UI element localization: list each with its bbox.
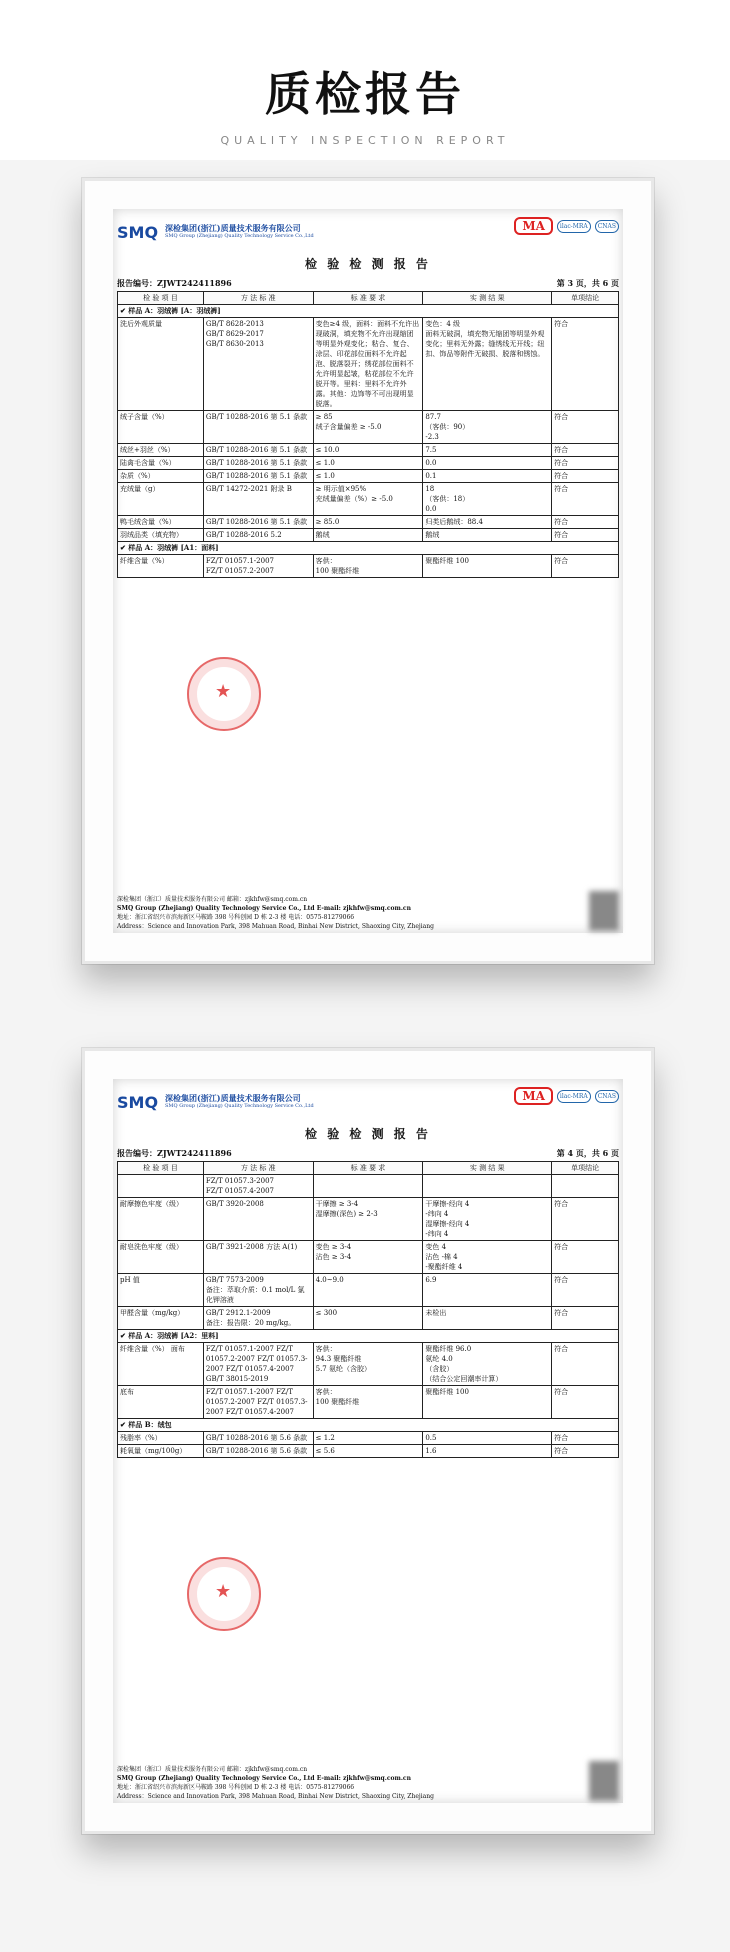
table-cell: ≤ 10.0 bbox=[313, 444, 423, 457]
table-cell: 0.0 bbox=[423, 457, 552, 470]
report-meta bbox=[117, 278, 619, 289]
table-cell: 7.5 bbox=[423, 444, 552, 457]
report-page-2 bbox=[117, 1087, 619, 1801]
table-cell: 甲醛含量（mg/kg） bbox=[118, 1307, 204, 1330]
table-cell: 6.9 bbox=[423, 1274, 552, 1307]
table-cell: 耐摩擦色牢度（级） bbox=[118, 1198, 204, 1241]
table-cell: 符合 bbox=[552, 457, 619, 470]
table-cell: 纤维含量（%） 面布 bbox=[118, 1343, 204, 1386]
table-cell: 0.5 bbox=[423, 1432, 552, 1445]
table-cell: GB/T 10288-2016 第 5.1 条款 bbox=[203, 411, 313, 444]
cnas-logo: CNAS bbox=[595, 1090, 619, 1103]
table-row bbox=[118, 1386, 619, 1419]
table-cell: ≤ 1.2 bbox=[313, 1432, 423, 1445]
table-row bbox=[118, 1432, 619, 1445]
table-cell: 干摩擦 ≥ 3-4 湿摩擦(深色) ≥ 2-3 bbox=[313, 1198, 423, 1241]
page-counter: 第 4 页，共 6 页 bbox=[556, 1148, 619, 1158]
table-cell: 干摩擦-经向 4 -纬向 4 湿摩擦-经向 4 -纬向 4 bbox=[423, 1198, 552, 1241]
table-cell: FZ/T 01057.1-2007 FZ/T 01057.2-2007 FZ/T 01057.3-2007 FZ/T 01057.4-2007 bbox=[203, 1386, 313, 1419]
table-cell: 87.7 （客供：90） -2.3 bbox=[423, 411, 552, 444]
table-cell: 符合 bbox=[552, 470, 619, 483]
table-cell: 陆禽毛含量（%） bbox=[118, 457, 204, 470]
table-cell: 符合 bbox=[552, 1198, 619, 1241]
cma-logo: MA bbox=[514, 1087, 553, 1105]
table-cell: 残脂率（%） bbox=[118, 1432, 204, 1445]
table-cell: FZ/T 01057.1-2007 FZ/T 01057.2-2007 bbox=[203, 555, 313, 578]
table-cell: 充绒量（g） bbox=[118, 483, 204, 516]
table-row bbox=[118, 457, 619, 470]
company-name-cn: 深检集团(浙江)质量技术服务有限公司 bbox=[165, 1093, 301, 1103]
table-cell: 聚酯纤维 100 bbox=[423, 555, 552, 578]
table-cell: ≤ 300 bbox=[313, 1307, 423, 1330]
table-row bbox=[118, 1241, 619, 1274]
table-row bbox=[118, 1445, 619, 1458]
table-cell: 符合 bbox=[552, 1343, 619, 1386]
table-row bbox=[118, 1274, 619, 1307]
company-name-en: SMQ Group (Zhejiang) Quality Technology Service Co.,Ltd bbox=[165, 233, 314, 239]
column-header: 检 验 项 目 bbox=[118, 292, 204, 305]
section-title: ✔ 样品 A：羽绒裤 [A：羽绒裤] bbox=[118, 305, 619, 318]
table-row bbox=[118, 516, 619, 529]
table-cell: GB/T 7573-2009 备注：萃取介质：0.1 mol/L 氯化钾溶液 bbox=[203, 1274, 313, 1307]
table-cell: GB/T 3921-2008 方法 A(1) bbox=[203, 1241, 313, 1274]
table-cell: GB/T 10288-2016 5.2 bbox=[203, 529, 313, 542]
table-cell: ≥ 85.0 bbox=[313, 516, 423, 529]
column-header: 单项结论 bbox=[552, 1162, 619, 1175]
blurred-qr-code bbox=[589, 1761, 619, 1801]
column-header: 标 准 要 求 bbox=[313, 1162, 423, 1175]
table-cell: 羽绒品类（填充物） bbox=[118, 529, 204, 542]
table-cell: 符合 bbox=[552, 411, 619, 444]
table-cell: 符合 bbox=[552, 444, 619, 457]
company-name-cn: 深检集团(浙江)质量技术服务有限公司 bbox=[165, 223, 301, 233]
table-cell: ≤ 5.6 bbox=[313, 1445, 423, 1458]
table-cell: 绒子含量（%） bbox=[118, 411, 204, 444]
table-cell: 符合 bbox=[552, 1445, 619, 1458]
table-cell: 未检出 bbox=[423, 1307, 552, 1330]
column-header: 标 准 要 求 bbox=[313, 292, 423, 305]
table-cell: 耗氧量（mg/100g） bbox=[118, 1445, 204, 1458]
report-footer bbox=[117, 895, 619, 931]
report-footer bbox=[117, 1765, 619, 1801]
table-cell: 符合 bbox=[552, 318, 619, 411]
table-cell: pH 值 bbox=[118, 1274, 204, 1307]
cert-logos bbox=[514, 1087, 619, 1105]
table-cell: 符合 bbox=[552, 529, 619, 542]
table-cell: 变色 4 沾色 -棉 4 -聚酯纤维 4 bbox=[423, 1241, 552, 1274]
table-row bbox=[118, 555, 619, 578]
report-page-1 bbox=[117, 217, 619, 931]
official-seal bbox=[187, 1557, 261, 1631]
table-cell: GB/T 10288-2016 第 5.6 条款 bbox=[203, 1432, 313, 1445]
table-cell: GB/T 10288-2016 第 5.1 条款 bbox=[203, 516, 313, 529]
table-row bbox=[118, 1198, 619, 1241]
table-cell: 纤维含量（%） bbox=[118, 555, 204, 578]
report-frame-2 bbox=[82, 1048, 654, 1834]
table-cell bbox=[118, 1175, 204, 1198]
table-cell: 符合 bbox=[552, 555, 619, 578]
table-cell: 变色≥4 级，面料：面料不允许出现破洞，填充物不允许出现缩团等明显外观变化；粘合、复合、涂层、印花部位面料不允许起泡、脱落裂开；绣花部位面料不允许明显起皱，粘花部位不允许脱开等。里料：里料不允许外露。其他：边饰等不可出现明显脱落。 bbox=[313, 318, 423, 411]
page-title: 质检报告 bbox=[265, 67, 465, 121]
report-meta bbox=[117, 1148, 619, 1159]
column-header: 实 测 结 果 bbox=[423, 1162, 552, 1175]
section-row bbox=[118, 1330, 619, 1343]
table-cell: 0.1 bbox=[423, 470, 552, 483]
page-subtitle: QUALITY INSPECTION REPORT bbox=[220, 134, 510, 147]
report-frame-1 bbox=[82, 178, 654, 964]
table-row bbox=[118, 483, 619, 516]
column-header: 单项结论 bbox=[552, 292, 619, 305]
section-row bbox=[118, 1419, 619, 1432]
logo-row bbox=[117, 1087, 619, 1121]
column-header: 方 法 标 准 bbox=[203, 292, 313, 305]
report-number: 报告编号：ZJWT242411896 bbox=[117, 278, 232, 288]
table-cell: 符合 bbox=[552, 1241, 619, 1274]
section-row bbox=[118, 305, 619, 318]
footer-line: Address：Science and Innovation Park, 398 Mahuan Road, Binhai New District, Shaoxing City, Zhejiang bbox=[117, 1793, 434, 1800]
table-header-row bbox=[118, 1162, 619, 1175]
inspection-table bbox=[117, 291, 619, 578]
table-row bbox=[118, 529, 619, 542]
table-cell: 符合 bbox=[552, 1307, 619, 1330]
table-cell: GB/T 10288-2016 第 5.1 条款 bbox=[203, 457, 313, 470]
table-cell: ≤ 1.0 bbox=[313, 457, 423, 470]
blurred-qr-code bbox=[589, 891, 619, 931]
table-cell: ≥ 明示值×95% 充绒量偏差（%）≥ -5.0 bbox=[313, 483, 423, 516]
table-cell: 底布 bbox=[118, 1386, 204, 1419]
footer-line: SMQ Group (Zhejiang) Quality Technology Service Co., Ltd E-mail: zjkhfw@smq.com.cn bbox=[117, 1775, 411, 1782]
table-row bbox=[118, 1343, 619, 1386]
table-cell: 变色 ≥ 3-4 沾色 ≥ 3-4 bbox=[313, 1241, 423, 1274]
smq-logo: SMQ bbox=[117, 223, 159, 242]
table-row bbox=[118, 1307, 619, 1330]
table-row bbox=[118, 444, 619, 457]
logo-row bbox=[117, 217, 619, 251]
footer-line: 地址：浙江省绍兴市滨海新区马鞍路 398 号科创园 D 栋 2-3 楼 电话：0575-81279066 bbox=[117, 1784, 355, 1791]
ilac-logo: ilac-MRA bbox=[557, 1090, 591, 1103]
table-header-row bbox=[118, 292, 619, 305]
section-title: ✔ 样品 A：羽绒裤 [A1：面料] bbox=[118, 542, 619, 555]
table-cell: 客供： 100 聚酯纤维 bbox=[313, 1386, 423, 1419]
table-cell: GB/T 10288-2016 第 5.1 条款 bbox=[203, 470, 313, 483]
cma-logo: MA bbox=[514, 217, 553, 235]
report-title: 检 验 检 测 报 告 bbox=[305, 1127, 431, 1141]
table-cell bbox=[423, 1175, 552, 1198]
header bbox=[0, 0, 730, 160]
table-cell: 符合 bbox=[552, 1274, 619, 1307]
table-row bbox=[118, 411, 619, 444]
official-seal bbox=[187, 657, 261, 731]
table-cell: GB/T 2912.1-2009 备注：报告限：20 mg/kg。 bbox=[203, 1307, 313, 1330]
table-cell: GB/T 10288-2016 第 5.1 条款 bbox=[203, 444, 313, 457]
table-cell: 4.0~9.0 bbox=[313, 1274, 423, 1307]
table-row bbox=[118, 470, 619, 483]
table-cell: 符合 bbox=[552, 483, 619, 516]
table-cell: ≥ 85 绒子含量偏差 ≥ -5.0 bbox=[313, 411, 423, 444]
table-cell: FZ/T 01057.1-2007 FZ/T 01057.2-2007 FZ/T 01057.3-2007 FZ/T 01057.4-2007 GB/T 38015-2019 bbox=[203, 1343, 313, 1386]
footer-line: 深检集团（浙江）质量技术服务有限公司 邮箱：zjkhfw@smq.com.cn bbox=[117, 1766, 308, 1773]
table-cell: GB/T 10288-2016 第 5.6 条款 bbox=[203, 1445, 313, 1458]
table-cell: 聚酯纤维 96.0 氨纶 4.0 （含胶） （结合公定回潮率计算） bbox=[423, 1343, 552, 1386]
table-row bbox=[118, 1175, 619, 1198]
table-cell: 18 （客供：18） 0.0 bbox=[423, 483, 552, 516]
inspection-table bbox=[117, 1161, 619, 1458]
table-cell: 绒丝+羽丝（%） bbox=[118, 444, 204, 457]
section-row bbox=[118, 542, 619, 555]
table-cell: 归类后鹅绒：88.4 bbox=[423, 516, 552, 529]
table-cell: 符合 bbox=[552, 1386, 619, 1419]
footer-line: 地址：浙江省绍兴市滨海新区马鞍路 398 号科创园 D 栋 2-3 楼 电话：0575-81279066 bbox=[117, 914, 355, 921]
column-header: 检 验 项 目 bbox=[118, 1162, 204, 1175]
report-number: 报告编号：ZJWT242411896 bbox=[117, 1148, 232, 1158]
report-title: 检 验 检 测 报 告 bbox=[305, 257, 431, 271]
table-cell: 鹅绒 bbox=[313, 529, 423, 542]
table-cell bbox=[313, 1175, 423, 1198]
company-name-en: SMQ Group (Zhejiang) Quality Technology Service Co.,Ltd bbox=[165, 1103, 314, 1109]
table-row bbox=[118, 318, 619, 411]
column-header: 实 测 结 果 bbox=[423, 292, 552, 305]
smq-logo: SMQ bbox=[117, 1093, 159, 1112]
table-cell: 客供： 100 聚酯纤维 bbox=[313, 555, 423, 578]
section-title: ✔ 样品 A：羽绒裤 [A2：里料] bbox=[118, 1330, 619, 1343]
section-title: ✔ 样品 B：绒包 bbox=[118, 1419, 619, 1432]
table-cell: GB/T 14272-2021 附录 B bbox=[203, 483, 313, 516]
table-cell: 耐皂洗色牢度（级） bbox=[118, 1241, 204, 1274]
page-counter: 第 3 页，共 6 页 bbox=[556, 278, 619, 288]
footer-line: SMQ Group (Zhejiang) Quality Technology Service Co., Ltd E-mail: zjkhfw@smq.com.cn bbox=[117, 905, 411, 912]
cert-logos bbox=[514, 217, 619, 235]
table-cell: 符合 bbox=[552, 1432, 619, 1445]
table-cell: GB/T 8628-2013 GB/T 8629-2017 GB/T 8630-2013 bbox=[203, 318, 313, 411]
footer-line: 深检集团（浙江）质量技术服务有限公司 邮箱：zjkhfw@smq.com.cn bbox=[117, 896, 308, 903]
column-header: 方 法 标 准 bbox=[203, 1162, 313, 1175]
table-cell: GB/T 3920-2008 bbox=[203, 1198, 313, 1241]
table-cell: FZ/T 01057.3-2007 FZ/T 01057.4-2007 bbox=[203, 1175, 313, 1198]
table-cell: 鹅绒 bbox=[423, 529, 552, 542]
table-cell: 洗后外观质量 bbox=[118, 318, 204, 411]
table-cell: 1.6 bbox=[423, 1445, 552, 1458]
table-cell: 变色：4 级 面料无破洞，填充物无缩团等明显外观变化；里料无外露；缝绣线无开线；纽扣、饰品等附件无破损、脱落和锈蚀。 bbox=[423, 318, 552, 411]
cnas-logo: CNAS bbox=[595, 220, 619, 233]
table-cell: 符合 bbox=[552, 516, 619, 529]
table-cell: 鸭毛绒含量（%） bbox=[118, 516, 204, 529]
table-cell bbox=[552, 1175, 619, 1198]
table-cell: 客供： 94.3 聚酯纤维 5.7 氨纶（含胶） bbox=[313, 1343, 423, 1386]
table-cell: 杂质（%） bbox=[118, 470, 204, 483]
footer-line: Address：Science and Innovation Park, 398 Mahuan Road, Binhai New District, Shaoxing City, Zhejiang bbox=[117, 923, 434, 930]
ilac-logo: ilac-MRA bbox=[557, 220, 591, 233]
table-cell: ≤ 1.0 bbox=[313, 470, 423, 483]
table-cell: 聚酯纤维 100 bbox=[423, 1386, 552, 1419]
